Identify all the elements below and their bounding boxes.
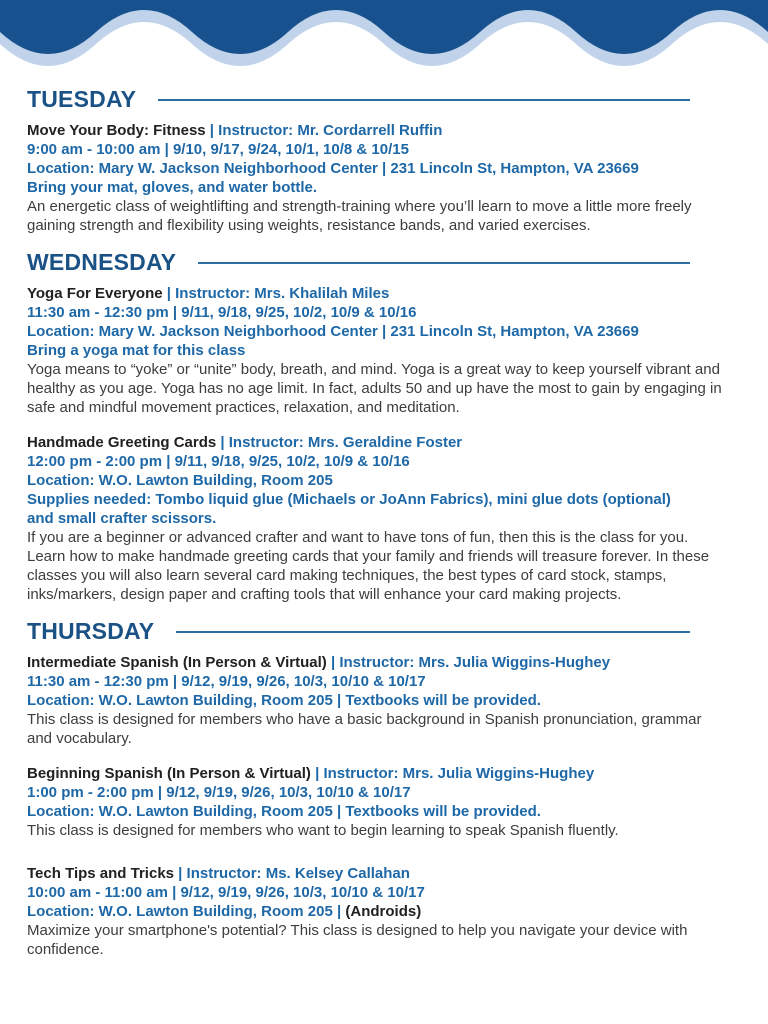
class-description: This class is designed for members who want to begin learning to speak Spanish fluently. bbox=[27, 822, 619, 839]
class-schedule: 9:00 am - 10:00 am | 9/10, 9/17, 9/24, 10/1, 10/8 & 10/15 bbox=[27, 141, 409, 158]
day-heading: THURSDAY bbox=[27, 618, 155, 644]
day-heading-rule bbox=[176, 631, 690, 633]
class-description: Yoga means to “yoke” or “unite” body, breath, and mind. Yoga is a great way to keep yourself vibrant and healthy as you age. Yoga has no age limit. In fact, adults 50 and up have the most to gain by engaging in safe and mindful movement practices, relaxation, and meditation. bbox=[27, 361, 722, 416]
class-location: Location: W.O. Lawton Building, Room 205 | Textbooks will be provided. bbox=[27, 692, 541, 709]
class-note: Bring a yoga mat for this class bbox=[27, 342, 246, 359]
class-schedule: 1:00 pm - 2:00 pm | 9/12, 9/19, 9/26, 10/3, 10/10 & 10/17 bbox=[27, 784, 411, 801]
schedule-content bbox=[0, 88, 768, 959]
class-location: Location: W.O. Lawton Building, Room 205 | Textbooks will be provided. bbox=[27, 803, 541, 820]
day-section-thursday bbox=[27, 620, 730, 959]
wave-border-graphic bbox=[0, 0, 768, 88]
class-block-yoga bbox=[27, 284, 730, 417]
class-schedule: 10:00 am - 11:00 am | 9/12, 9/19, 9/26, 10/3, 10/10 & 10/17 bbox=[27, 884, 425, 901]
day-heading: WEDNESDAY bbox=[27, 249, 177, 275]
class-title: Intermediate Spanish (In Person & Virtual) bbox=[27, 654, 327, 671]
class-title-line bbox=[27, 653, 730, 672]
class-location-line bbox=[27, 902, 730, 921]
class-title: Handmade Greeting Cards bbox=[27, 434, 217, 451]
class-instructor: | Instructor: Mr. Cordarrell Ruffin bbox=[205, 122, 443, 139]
class-title: Tech Tips and Tricks bbox=[27, 865, 174, 882]
class-schedule: 11:30 am - 12:30 pm | 9/12, 9/19, 9/26, 10/3, 10/10 & 10/17 bbox=[27, 673, 426, 690]
day-heading-rule bbox=[158, 99, 690, 101]
day-section-tuesday bbox=[27, 88, 730, 235]
class-block-fitness bbox=[27, 121, 730, 235]
day-heading-rule bbox=[198, 262, 690, 264]
class-note: Bring your mat, gloves, and water bottle. bbox=[27, 179, 318, 196]
class-title: Move Your Body: Fitness bbox=[27, 122, 206, 139]
class-schedule: 12:00 pm - 2:00 pm | 9/11, 9/18, 9/25, 10/2, 10/9 & 10/16 bbox=[27, 453, 410, 470]
class-block-intermediate-spanish bbox=[27, 653, 730, 748]
class-instructor: | Instructor: Ms. Kelsey Callahan bbox=[174, 865, 410, 882]
wave-top-border bbox=[0, 0, 768, 88]
class-title: Yoga For Everyone bbox=[27, 285, 163, 302]
day-section-wednesday bbox=[27, 251, 730, 604]
class-location: Location: W.O. Lawton Building, Room 205 bbox=[27, 472, 333, 489]
class-title-line bbox=[27, 864, 730, 883]
class-block-tech-tips bbox=[27, 864, 730, 959]
class-title-line bbox=[27, 121, 730, 140]
class-note: Supplies needed: Tombo liquid glue (Michaels or JoAnn Fabrics), mini glue dots (optional) bbox=[27, 491, 671, 508]
day-header-tuesday bbox=[27, 88, 730, 111]
class-block-greeting-cards bbox=[27, 433, 730, 604]
class-location: Location: Mary W. Jackson Neighborhood Center | 231 Lincoln St, Hampton, VA 23669 bbox=[27, 323, 639, 340]
day-header-wednesday bbox=[27, 251, 730, 274]
class-location: Location: Mary W. Jackson Neighborhood Center | 231 Lincoln St, Hampton, VA 23669 bbox=[27, 160, 639, 177]
class-title: Beginning Spanish (In Person & Virtual) bbox=[27, 765, 311, 782]
class-instructor: | Instructor: Mrs. Khalilah Miles bbox=[162, 285, 390, 302]
class-instructor: | Instructor: Mrs. Geraldine Foster bbox=[216, 434, 463, 451]
class-instructor: | Instructor: Mrs. Julia Wiggins-Hughey bbox=[310, 765, 595, 782]
class-title-line bbox=[27, 433, 730, 452]
class-location: Location: W.O. Lawton Building, Room 205 | bbox=[27, 903, 342, 920]
class-instructor: | Instructor: Mrs. Julia Wiggins-Hughey bbox=[326, 654, 611, 671]
class-description: An energetic class of weightlifting and strength-training where you’ll learn to move a little more freely gaining strength and flexibility using weights, resistance bands, and varied exercises. bbox=[27, 198, 692, 234]
class-description: If you are a beginner or advanced crafter and want to have tons of fun, then this is the class for you. Learn how to make handmade greeting cards that your family and friends will treasure forever. In these classes you will also learn several card making techniques, the best types of card stock, stamps, inks/markers, design paper and crafting tools that will enhance your card making projects. bbox=[27, 529, 710, 603]
class-title-line bbox=[27, 764, 730, 783]
class-description: Maximize your smartphone's potential? This class is designed to help you navigate your device with confidence. bbox=[27, 922, 688, 958]
class-schedule: 11:30 am - 12:30 pm | 9/11, 9/18, 9/25, 10/2, 10/9 & 10/16 bbox=[27, 304, 417, 321]
class-block-beginning-spanish bbox=[27, 764, 730, 840]
class-note: and small crafter scissors. bbox=[27, 510, 217, 527]
class-location-device-note: (Androids) bbox=[341, 903, 422, 920]
day-header-thursday bbox=[27, 620, 730, 643]
class-description: This class is designed for members who have a basic background in Spanish pronunciation, grammar and vocabulary. bbox=[27, 711, 702, 747]
class-title-line bbox=[27, 284, 730, 303]
day-heading: TUESDAY bbox=[27, 86, 137, 112]
